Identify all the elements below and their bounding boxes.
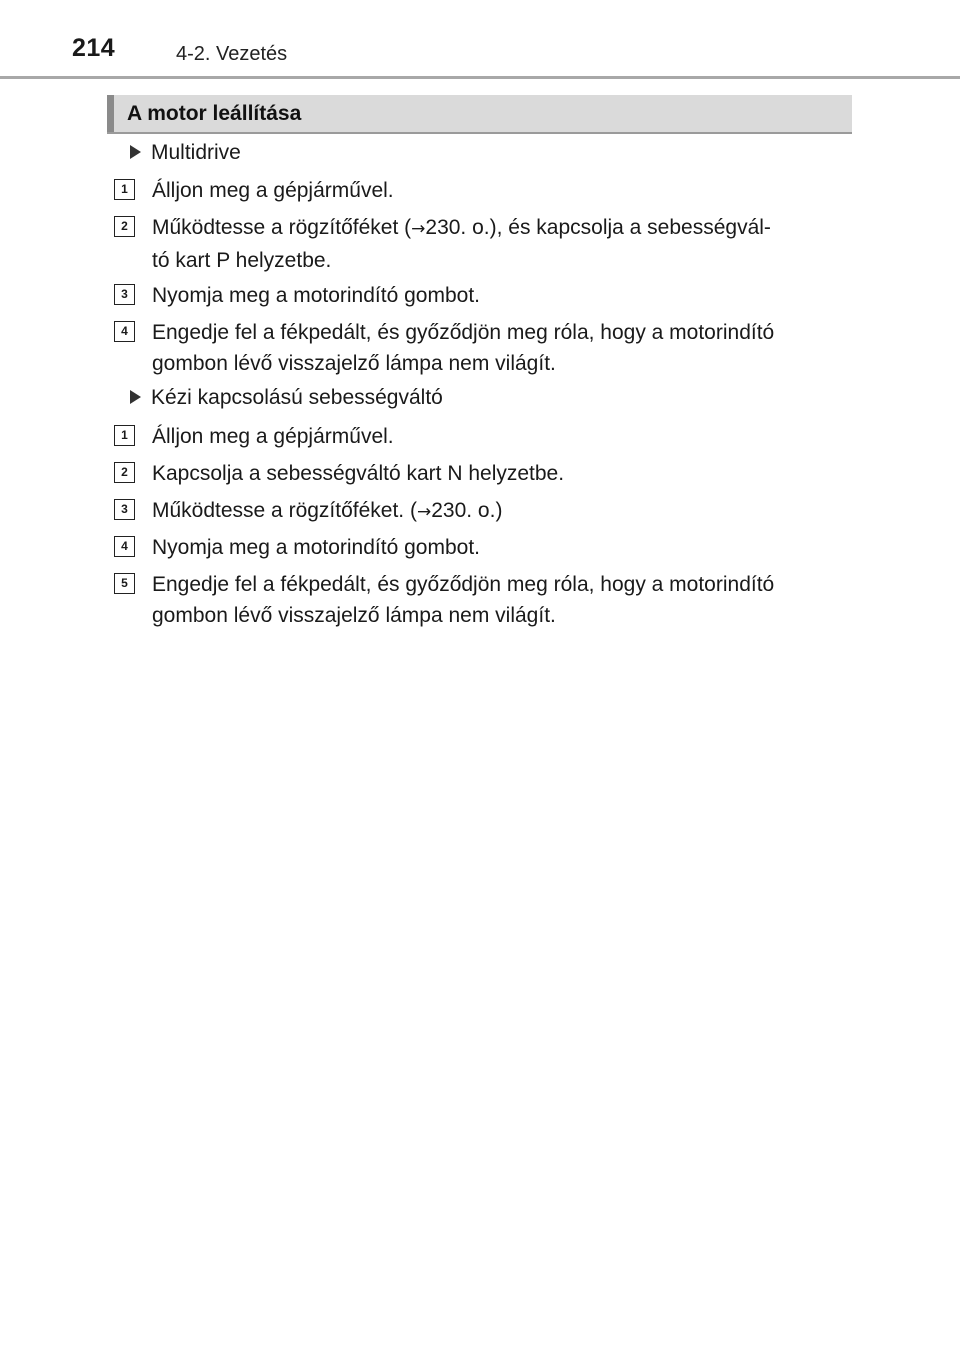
step-number-badge: 2 [114, 462, 135, 483]
step-text: Álljon meg a gépjárművel. [152, 425, 394, 448]
section-title: A motor leállítása [127, 102, 302, 125]
step-number-badge: 1 [114, 179, 135, 200]
page-header [0, 0, 960, 80]
triangle-bullet-icon [130, 390, 141, 404]
subsection-heading-multidrive [130, 139, 241, 167]
subsection-heading-text: Multidrive [151, 141, 241, 164]
page-reference-arrow-icon: → [411, 219, 426, 239]
step-number-badge: 4 [114, 536, 135, 557]
page-reference-arrow-icon: → [416, 502, 432, 522]
step-text: Nyomja meg a motorindító gombot. [152, 284, 480, 307]
step-text-part: 230. o.) [431, 499, 503, 522]
step-text: Álljon meg a gépjárművel. [152, 179, 394, 202]
subsection-heading-text: Kézi kapcsolású sebességváltó [151, 386, 443, 409]
section-title-accent [107, 95, 114, 132]
step-text-line1: Engedje fel a fékpedált, és győződjön meg róla, hogy a motorindító [152, 321, 775, 344]
step-number-badge: 5 [114, 573, 135, 594]
header-divider [0, 76, 960, 79]
step-number-badge: 4 [114, 321, 135, 342]
step-text-line2: gombon lévő visszajelző lámpa nem világít. [152, 352, 556, 375]
step-text [152, 569, 857, 631]
step-text-line2: gombon lévő visszajelző lámpa nem világít. [152, 604, 556, 627]
step-number-badge: 3 [114, 284, 135, 305]
step-text-part: Működtesse a rögzítőféket. ( [152, 499, 417, 522]
step-number-badge: 1 [114, 425, 135, 446]
step-text [152, 495, 857, 528]
section-title-bar [107, 95, 852, 134]
step-text-part: 230. o.), és kapcsolja a sebességvál- [425, 216, 771, 239]
chapter-title: 4-2. Vezetés [176, 43, 288, 65]
page-number: 214 [72, 34, 116, 62]
step-text-line2: tó kart P helyzetbe. [152, 249, 332, 272]
step-text: Nyomja meg a motorindító gombot. [152, 536, 480, 559]
step-number-badge: 2 [114, 216, 135, 237]
step-text [152, 212, 857, 276]
step-text-part: Működtesse a rögzítőféket ( [152, 216, 412, 239]
step-number-badge: 3 [114, 499, 135, 520]
triangle-bullet-icon [130, 145, 141, 159]
step-text-line1: Engedje fel a fékpedált, és győződjön meg róla, hogy a motorindító [152, 573, 775, 596]
subsection-heading-manual [130, 384, 443, 412]
step-text [152, 317, 857, 379]
step-text: Kapcsolja a sebességváltó kart N helyzetbe. [152, 462, 565, 485]
